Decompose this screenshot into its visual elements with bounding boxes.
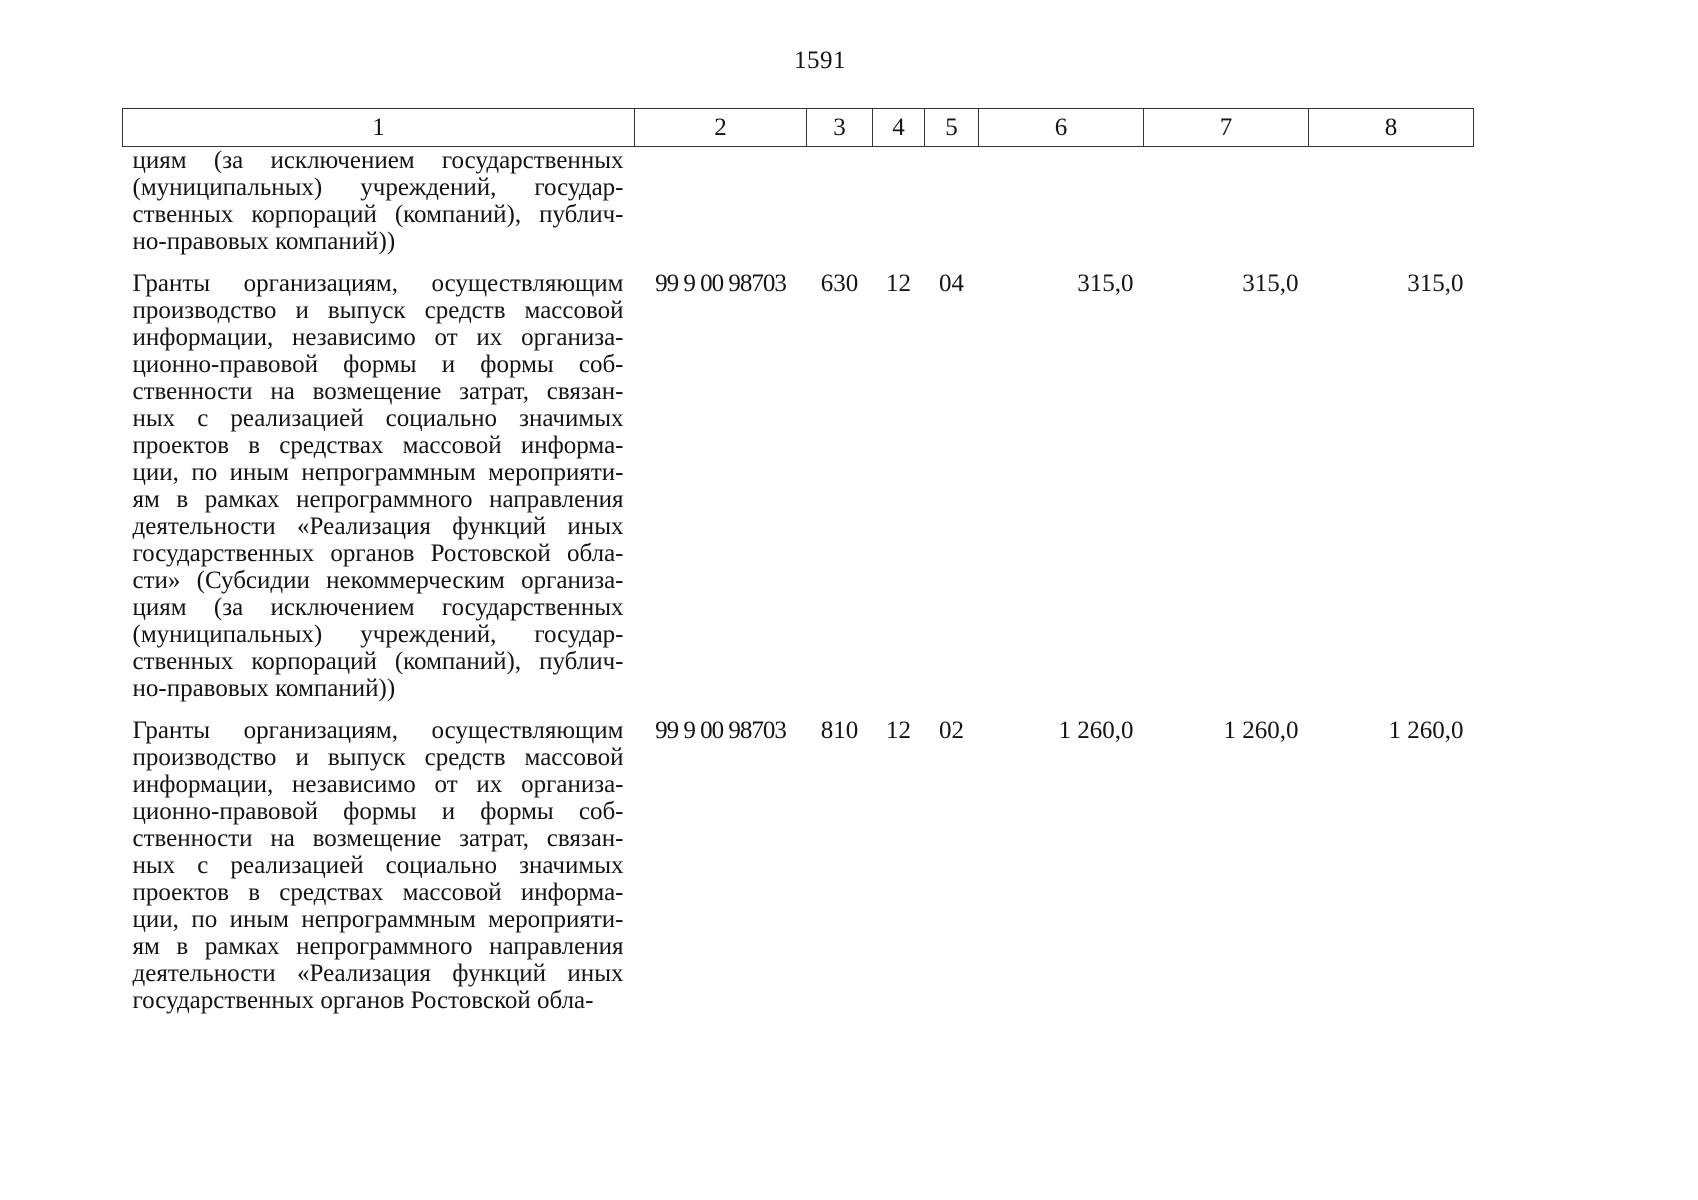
description-line: ции, по иным непрограммным мероприяти- [132,906,624,933]
expense-type-code: 630 [820,270,859,297]
table-row [123,255,1474,702]
description-line: производство и выпуск средств массовой [132,744,624,771]
description-line: деятельности «Реализация функций иных [132,513,624,540]
expense-type-code [807,147,873,256]
page-number: 1591 [794,47,846,74]
description-line: циям (за исключением государственных [132,594,624,621]
description-line: ственности на возмещение затрат, связан- [132,378,624,405]
subsection-code: 04 [939,270,964,297]
amount-year-3 [1309,147,1474,256]
description-line: производство и выпуск средств массовой [132,297,624,324]
header-col-7: 7 [1144,109,1309,147]
description-line: но-правовых компаний)) [132,228,396,255]
amount-year-1 [979,147,1144,256]
description-line: ственных корпораций (компаний), публич- [132,648,624,675]
description-line: Гранты организациям, осуществляющим [132,717,624,744]
row-description [123,702,635,1014]
description-line: но-правовых компаний)) [132,675,396,702]
description-line: деятельности «Реализация функций иных [132,960,624,987]
description-line: Гранты организациям, осуществляющим [132,270,624,297]
target-article-code: 99 9 00 98703 [655,270,786,297]
description-line: государственных органов Ростовской обла- [132,540,624,567]
description-line: ям в рамках непрограммного направления [132,933,624,960]
table-header [123,109,1474,147]
expense-type-code: 810 [820,717,859,744]
target-article-code [635,147,807,256]
description-line: (муниципальных) учреждений, государ- [132,621,624,648]
description-line: сти» (Субсидии некоммерческим организа- [132,567,624,594]
amount-year-3: 1 260,0 [1388,717,1464,744]
subsection-code: 02 [939,717,964,744]
description-line: ции, по иным непрограммным мероприяти- [132,459,624,486]
row-description [123,255,635,702]
description-line: информации, независимо от их организа- [132,771,624,798]
header-col-6: 6 [979,109,1144,147]
amount-year-2 [1144,147,1309,256]
row-description [123,147,635,256]
header-col-2: 2 [635,109,807,147]
amount-year-2: 1 260,0 [1223,717,1299,744]
description-line: ям в рамках непрограммного направления [132,486,624,513]
description-line: информации, независимо от их организа- [132,324,624,351]
description-line: ционно-правовой формы и формы соб- [132,351,624,378]
section-code [873,147,925,256]
header-col-5: 5 [925,109,979,147]
description-line: проектов в средствах массовой информа- [132,879,624,906]
header-col-4: 4 [873,109,925,147]
header-col-3: 3 [807,109,873,147]
description-line: ных с реализацией социально значимых [132,852,624,879]
header-col-1: 1 [123,109,635,147]
header-col-8: 8 [1309,109,1474,147]
section-code: 12 [886,717,911,744]
description-line: (муниципальных) учреждений, государ- [132,174,624,201]
description-line: ционно-правовой формы и формы соб- [132,798,624,825]
description-line: проектов в средствах массовой информа- [132,432,624,459]
description-line: ственных корпораций (компаний), публич- [132,201,624,228]
table-row [123,702,1474,1014]
amount-year-2: 315,0 [1242,270,1299,297]
header-row [123,109,1474,147]
subsection-code [925,147,979,256]
description-line: циям (за исключением государственных [132,147,624,174]
amount-year-3: 315,0 [1407,270,1464,297]
description-line: ственности на возмещение затрат, связан- [132,825,624,852]
description-line: ных с реализацией социально значимых [132,405,624,432]
amount-year-1: 315,0 [1077,270,1134,297]
amount-year-1: 1 260,0 [1058,717,1134,744]
description-line: государственных органов Ростовской обла- [132,987,594,1014]
section-code: 12 [886,270,911,297]
budget-table [122,108,1474,1014]
table-row [123,147,1474,256]
table-body [123,147,1474,1015]
target-article-code: 99 9 00 98703 [655,717,786,744]
